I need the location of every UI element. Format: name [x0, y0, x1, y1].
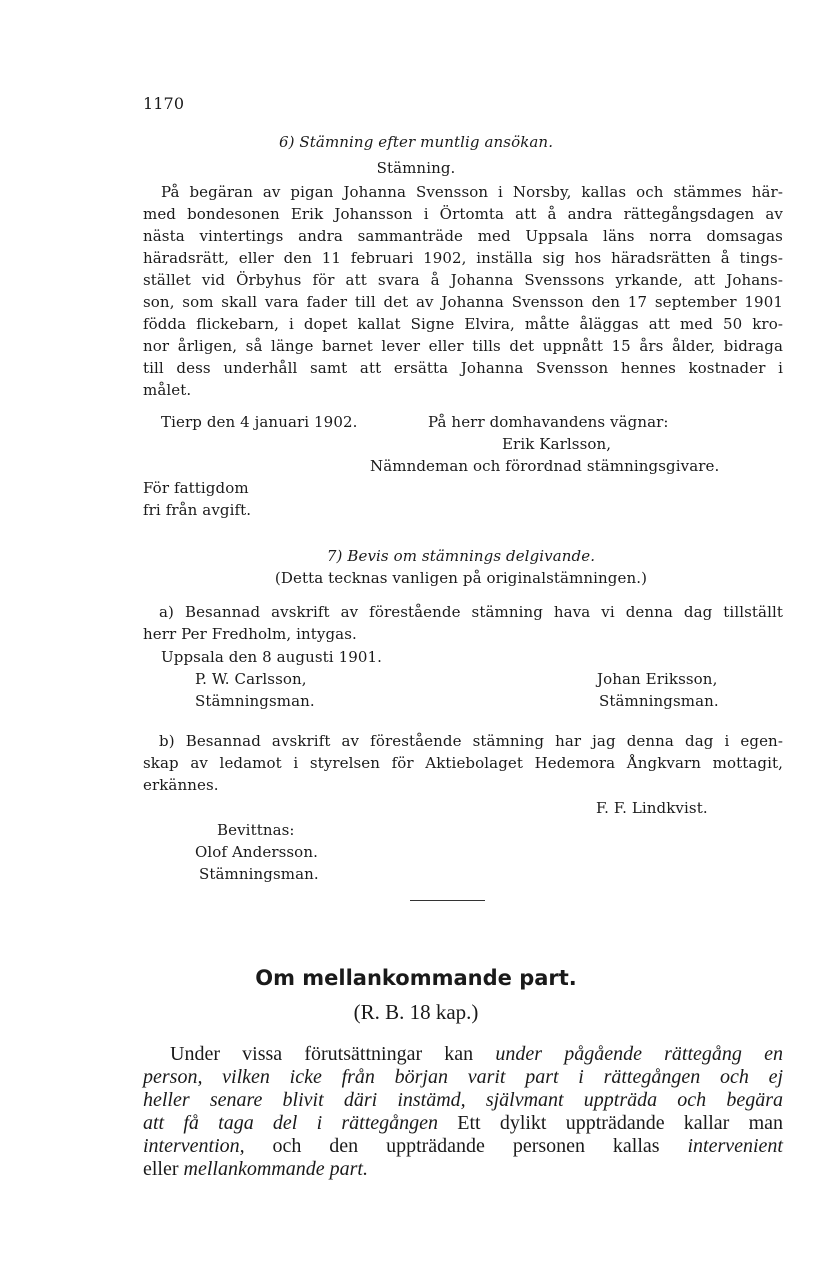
section7-heading: 7) Bevis om stämnings delgivande. [326, 547, 596, 565]
fee-note-line2: fri från avgift. [143, 501, 252, 519]
para-emphasis: mellankommande part. [183, 1158, 368, 1180]
section6-body [143, 181, 783, 401]
signer-title: Nämndeman och förordnad stämningsgivare. [370, 457, 720, 475]
body-line: nor årligen, så länge barnet lever eller tills det uppnått 15 års ålder, bidraga [143, 337, 783, 355]
a-left-name: P. W. Carlsson, [195, 670, 307, 688]
body-line: stället vid Örbyhus för att svara å Johanna Svenssons yrkande, att Johans- [143, 271, 783, 289]
on-behalf-line: På herr domhavandens vägnar: [428, 413, 669, 431]
a-left-title: Stämningsman. [195, 692, 315, 710]
a-line: herr Per Fredholm, intygas. [143, 625, 357, 643]
body-line: födda flickebarn, i dopet kallat Signe Elvira, måtte åläggas att med 50 kro- [143, 315, 783, 333]
b-line: erkännes. [143, 776, 219, 794]
witness-label: Bevittnas: [217, 821, 295, 839]
b-line: b) Besannad avskrift av förestående stämning har jag denna dag i egen- [159, 732, 783, 750]
witness-name: Olof Andersson. [195, 843, 318, 861]
para-line: person, vilken icke från början varit part i rättegången och ej [143, 1066, 783, 1088]
section-divider [410, 900, 485, 901]
body-line: målet. [143, 381, 192, 399]
body-line: till dess underhåll samt att ersätta Johanna Svensson hennes kostnader i [143, 359, 783, 377]
body-line: nästa vintertings andra sammanträde med Uppsala läns norra domsagas [143, 227, 783, 245]
chapter-title: Om mellankommande part. [255, 966, 577, 990]
signer-name: Erik Karlsson, [502, 435, 612, 453]
para-text: eller [143, 1158, 184, 1180]
para-line [143, 1158, 783, 1181]
section7-b [143, 730, 783, 796]
para-emphasis: under pågående rättegång en [495, 1043, 783, 1065]
a-line: a) Besannad avskrift av förestående stämning hava vi denna dag tillställt [159, 603, 783, 621]
place-date: Tierp den 4 januari 1902. [161, 413, 358, 431]
section6-heading: 6) Stämning efter muntlig ansökan. [278, 133, 554, 151]
a-right-name: Johan Eriksson, [597, 670, 718, 688]
body-line: med bondesonen Erik Johansson i Örtomta att å andra rättegångsdagen av [143, 205, 783, 223]
b-signer: F. F. Lindkvist. [596, 799, 708, 817]
para-emphasis: intervention, [143, 1135, 245, 1157]
a-right-title: Stämningsman. [599, 692, 719, 710]
section7-subnote: (Detta tecknas vanligen på originalstämningen.) [274, 569, 648, 587]
para-text: Under vissa förutsättningar kan [170, 1043, 496, 1065]
chapter-reference: (R. B. 18 kap.) [353, 1000, 479, 1024]
witness-title: Stämningsman. [199, 865, 319, 883]
para-line [143, 1043, 783, 1066]
b-line: skap av ledamot i styrelsen för Aktiebolaget Hedemora Ångkvarn mottagit, [143, 754, 783, 772]
page-number: 1170 [143, 94, 185, 113]
section6-title: Stämning. [376, 159, 456, 177]
a-place-date: Uppsala den 8 augusti 1901. [161, 648, 383, 666]
chapter-paragraph [143, 1043, 783, 1181]
body-line: På begäran av pigan Johanna Svensson i Norsby, kallas och stämmes här- [161, 183, 783, 201]
para-line [143, 1112, 783, 1135]
body-line: häradsrätt, eller den 11 februari 1902, inställa sig hos häradsrätten å tings- [143, 249, 783, 267]
para-text: Ett dylikt uppträdande kallar man [438, 1112, 783, 1134]
section7-a [143, 601, 783, 645]
para-emphasis: att få taga del i rättegången [143, 1112, 439, 1134]
fee-note-line1: För fattigdom [143, 479, 249, 497]
para-line [143, 1135, 783, 1158]
para-text: och den uppträdande personen kallas [244, 1135, 688, 1157]
para-line: heller senare blivit däri instämd, självmant uppträda och begära [143, 1089, 783, 1111]
body-line: son, som skall vara fader till det av Johanna Svensson den 17 september 1901 [143, 293, 783, 311]
para-emphasis: intervenient [687, 1135, 783, 1157]
